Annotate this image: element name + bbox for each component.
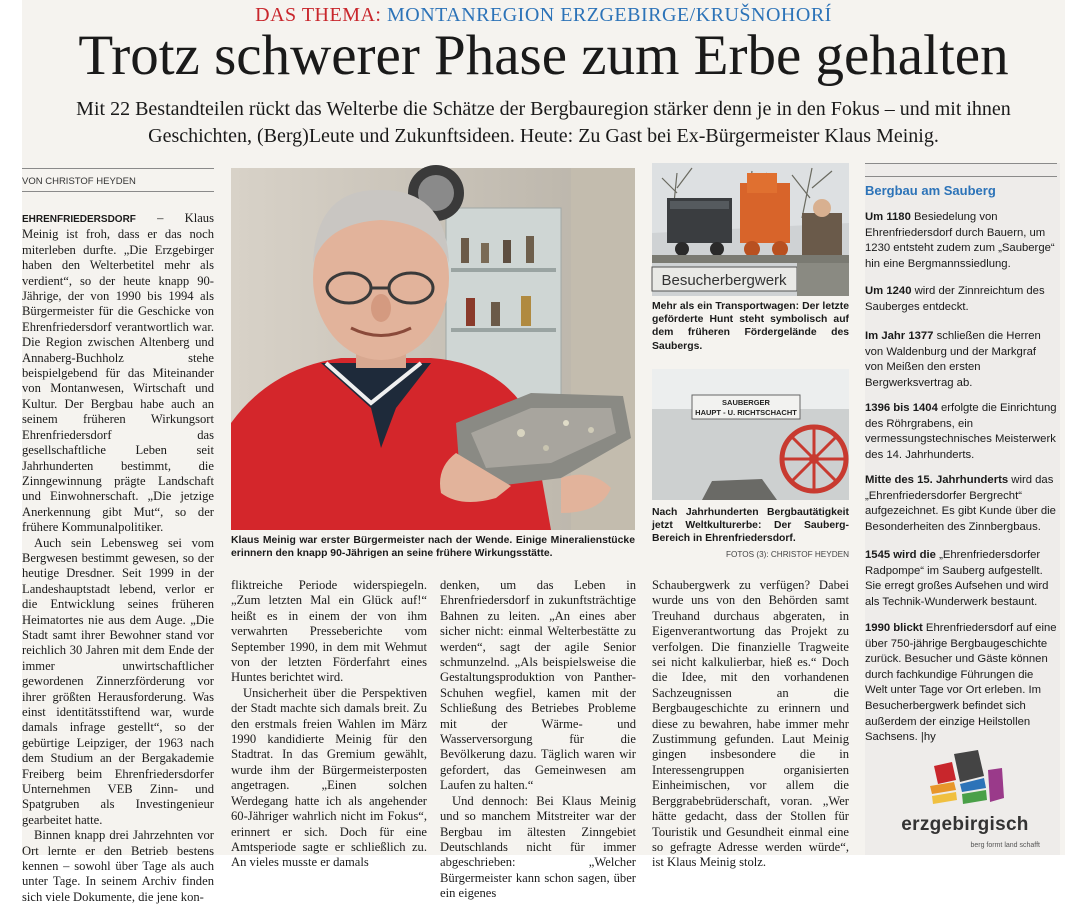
top-photo-caption: Mehr als ein Transportwagen: Der letzte geförderte Hunt steht symbolisch auf dem früheren Fördergelände des Saubergs. bbox=[652, 301, 849, 352]
bottom-photo bbox=[652, 369, 849, 500]
paragraph: Und dennoch: Bei Klaus Meinig und so manchem Mitstreiter war der Bergbau im ältesten Zinngebiet Deutschlands nicht für immer abgeschrieben: „Welcher Bürgermeister kann schon sagen, über ein eigenes bbox=[440, 793, 636, 901]
mine-cart-illustration bbox=[652, 163, 849, 296]
paragraph: Binnen knapp drei Jahrzehnten vor Ort lernte er den Betrieb bestens kennen – sowohl über Tage als auch unter Tage. In seinem Archiv finden sich viele Dokumente, die jene kon- bbox=[22, 828, 214, 904]
timeline-item: 1545 wird die „Ehrenfriedersdorfer Radpompe“ im Sauberg aufgestellt. Sie erregt großes Aufsehen und wird als Technik-Wunderwerk bestaunt. bbox=[865, 549, 1049, 608]
byline-rule-top bbox=[22, 168, 214, 169]
shaft-building-illustration bbox=[652, 369, 849, 500]
sidebar-title: Bergbau am Sauberg bbox=[865, 183, 996, 198]
paragraph: denken, um das Leben in Ehrenfriedersdorf in zukunftsträchtige Bahnen zu leiten. „An eines aber sicher nicht: einmal Welterbestätte zu werden“, sagt der agile Senior schmunzelnd. „Als beispielsweise die Gestaltungsproduktion von Panther-Schuhen wegfiel, kamen mit der Schließung des Betriebes Probleme mit der Wärme- und Wasserversorgung für die Bevölkerung dazu. Täglich waren wir gefordert, das Gemeinwesen am Laufen zu halten.“ bbox=[440, 578, 636, 793]
top-photo bbox=[652, 163, 849, 296]
paragraph: Schaubergwerk zu verfügen? Dabei wurde uns von den Behörden samt Treuhand durchaus abgeraten, in Eigenverantwortung das Projekt zu verfolgen. Die finanzielle Tragweite sei nicht kalkulierbar, hieß es.“ Doch die Idee, mit den vorhandenen Sachzeugnissen an die Bergbaugeschichte zu erinnern und diese zu bewahren, habe immer mehr Zustimmung gefunden. Laut Meinig gingen insbesondere die in Interessengruppen organisierten Einheimischen, vor allem die Berggrabebrüderschaft, voran. „Wer hätte gedacht, dass der Stollen für Touristik und Gesundheit einmal eine so gefragte Adresse werden würde“, ist Klaus Meinig stolz. bbox=[652, 578, 849, 870]
brand-tagline: berg formt land schafft bbox=[970, 842, 1040, 849]
brand-name: erzgebirgisch bbox=[901, 814, 1029, 835]
timeline-item: Mitte des 15. Jahrhunderts wird das „Ehrenfriedersdorfer Bergrecht“ aufgezeichnet. Es gibt Kunde über die Besonderheiten des Zinnbergbaus. bbox=[865, 474, 1056, 533]
paragraph: Unsicherheit über die Perspektiven der Stadt machte sich damals breit. Zu den erstmals freien Wahlen im März 1990 kandidierte Meinig für den Stadtrat. In das Gremium gewählt, wurde ihm der Bürgermeisterposten angetragen. „Einen solchen Werdegang hatte ich als angehender 60-Jähriger wahrlich nicht im Fokus“, erinnert er sich. Doch für eine Amtsperiode sagte er schließlich zu. An vieles musste er damals bbox=[231, 685, 427, 870]
shaft-sign-line2: HAUPT - U. RICHTSCHACHT bbox=[695, 408, 797, 417]
dateline: EHRENFRIEDERSDORF bbox=[22, 214, 136, 225]
kicker-label: DAS THEMA: bbox=[255, 4, 382, 26]
portrait-illustration bbox=[231, 168, 635, 530]
headline: Trotz schwerer Phase zum Erbe gehalten bbox=[78, 24, 1009, 87]
timeline-item: 1396 bis 1404 erfolgte die Einrichtung des Röhrgrabens, ein vermessungstechnisches Meisterwerk des 14. Jahrhunderts. bbox=[865, 402, 1057, 461]
main-photo bbox=[231, 168, 635, 530]
newspaper-page bbox=[22, 0, 1065, 904]
paragraph: Auch sein Lebensweg sei vom Bergwesen bestimmt gewesen, so der heutige Dresdner. Seit 1999 in der Landeshauptstadt lebend, verlor er die Entwicklung seines früheren Heimatortes nie aus dem Auge. „Die Stadt samt ihrer Bewohner stand vor reichlich 30 Jahren mit dem Ende der immer unwirtschaftlicher gewordenen Zinnerzförderung vor ihrer größten Herausforderung. Was einst identitätsstiftend war, wurde damals infrage gestellt“, so der gebürtige Leipziger, der 1963 nach dem Studium an der Bergakademie Freiberg beim Ehrenfriedersdorfer Unternehmen VEB Zinn- und Spatgruben als Investingenieur gearbeitet hatte. bbox=[22, 535, 214, 827]
paragraph: – Klaus Meinig ist froh, dass er das noch miterleben durfte. „Die Erzgebirger haben den Welterbetitel mehr als verdient“, so der heute knapp 90-Jährige, der von 1990 bis 1994 als Bürgermeister für die Geschicke von Ehrenfriedersdorf verantwortlich war. Die Region zwischen Altenberg und Annaberg-Buchholz stehe beispielgebend für das Miteinander von Montanwesen, Wirtschaft und Kultur. Der Bergbau habe auch an seinem früheren Wirkungsort Ehrenfriedersdorf das gesellschaftliche Leben seit Jahrhunderten bestimmt, die Zinngewinnung prägte Landschaft und Einwohnerschaft. „Die jetzige Anerkennung gibt Mut“, so der frühere Kommunalpolitiker. bbox=[22, 211, 214, 535]
logo-mark-icon bbox=[890, 748, 1040, 814]
erzgebirgisch-logo bbox=[890, 748, 1060, 852]
shaft-sign-line1: SAUBERGER bbox=[722, 398, 770, 407]
sidebar-rule-mid bbox=[865, 176, 1057, 177]
deck: Mit 22 Bestandteilen rückt das Welterbe die Schätze der Bergbauregion stärker denn je in den Fokus – und mit ihnen Geschichten, (Berg)Leute und Zukunftsideen. Heute: Zu Gast bei Ex-Bürgermeister Klaus Meinig. bbox=[76, 98, 1011, 147]
bottom-photo-caption: Nach Jahrhunderten Bergbautätigkeit jetzt Weltkulturerbe: Der Sauberg-Bereich in Ehrenfriedersdorf. bbox=[652, 507, 849, 545]
article-column-4 bbox=[652, 578, 849, 870]
kicker-topic: MONTANREGION ERZGEBIRGE/KRUŠNOHORÍ bbox=[386, 4, 832, 26]
article-column-2 bbox=[231, 578, 427, 870]
timeline-item: Um 1180 Besiedelung von Ehrenfriedersdorf durch Bauern, um 1230 entsteht zudem zum „Sauberge“ hin eine Bergmannssiedlung. bbox=[865, 211, 1055, 270]
timeline-item: Im Jahr 1377 schließen die Herren von Waldenburg und der Markgraf von Meißen den ersten Bergwerksvertrag ab. bbox=[865, 330, 1041, 389]
timeline-item: Um 1240 wird der Zinnreichtum des Sauberges entdeckt. bbox=[865, 285, 1045, 313]
besucherbergwerk-sign: Besucherbergwerk bbox=[661, 272, 787, 289]
article-column-1 bbox=[22, 211, 214, 904]
sidebar-rule-top bbox=[865, 163, 1057, 164]
timeline-item: 1990 blickt Ehrenfriedersdorf auf eine über 750-jährige Bergbaugeschichte zurück. Besucher und Gäste können durch fachkundige Führungen die Welt unter Tage vor Ort erleben. Im Besucherbergwerk befindet sich außerdem der einzige Heilstollen Sachsens. |hy bbox=[865, 622, 1057, 744]
paragraph: fliktreiche Periode widerspiegeln. „Zum letzten Mal ein Glück auf!“ heißt es in einem der von ihm verwahrten Presseberichte vom September 1990, in dem mit Wehmut von der letzten Förderfahrt eines Huntes berichtet wird. bbox=[231, 578, 427, 685]
byline-rule-bottom bbox=[22, 191, 214, 192]
article-column-3 bbox=[440, 578, 636, 901]
byline: VON CHRISTOF HEYDEN bbox=[22, 176, 136, 187]
main-photo-caption: Klaus Meinig war erster Bürgermeister nach der Wende. Einige Mineralienstücke erinnern den knapp 90-Jährigen an seine frühere Wirkungsstätte. bbox=[231, 535, 635, 560]
photo-credit: FOTOS (3): CHRISTOF HEYDEN bbox=[726, 550, 849, 559]
